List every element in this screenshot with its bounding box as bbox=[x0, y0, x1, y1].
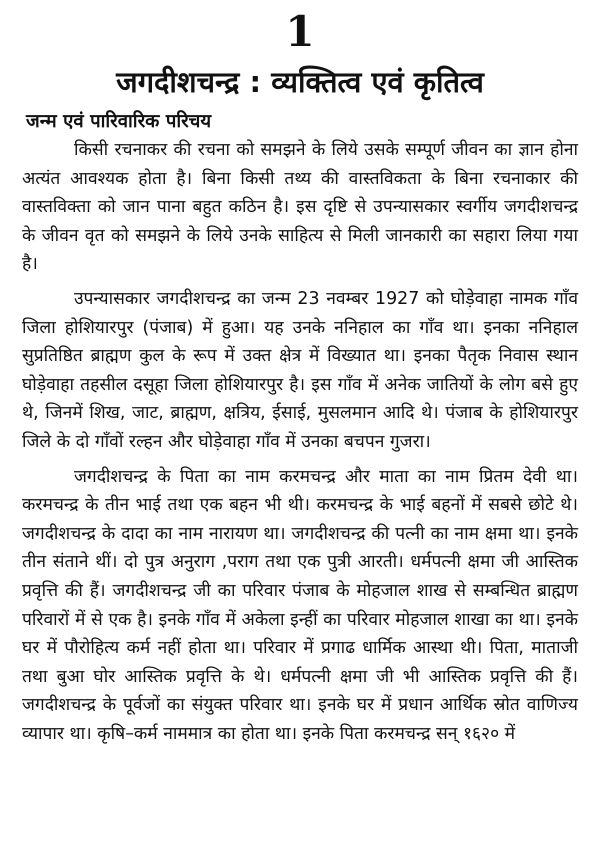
chapter-title: जगदीशचन्द्र : व्यक्तित्व एवं कृतित्व bbox=[116, 65, 484, 99]
body-paragraph: उपन्यासकार जगदीशचन्द्र का जन्म 23 नवम्बर 1927 को घोड़ेवाहा नामक गाँव जिला होशियारपुर (पंजाब) में हुआ। यह उनके ननिहाल का गाँव था। इनका ननिहाल सुप्रतिष्ठित ब्राह्मण कुल के रूप में उक्त क्षेत्र में विख्यात था। इनका पैतृक निवास स्थान घोड़ेवाहा तहसील दसूहा जिला होशियारपुर है। इस गाँव में अनेक जातियों के लोग बसे हुए थे, जिनमें शिख, जाट, ब्राह्मण, क्षत्रिय, ईसाई, मुसलमान आदि थे। पंजाब के होशियारपुर जिले के दो गाँवों रल्हन और घोड़ेवाहा गाँव में उनका बचपन गुजरा। bbox=[22, 288, 578, 452]
body-paragraph: किसी रचनाकर की रचना को समझने के लिये उसके सम्पूर्ण जीवन का ज्ञान होना अत्यंत आवश्यक होता है। बिना किसी तथ्य की वास्तविकता के बिना रचनाकार की वास्तविक्ता को जान पाना बहुत कठिन है। इस दृष्टि से उपन्यासकार स्वर्गीय जगदीशचन्द्र के जीवन वृत को समझने के लिये उनके साहित्य से मिली जानकारी का सहारा लिया गया है। bbox=[22, 140, 578, 275]
section-heading: जन्म एवं पारिवारिक परिचय bbox=[26, 111, 212, 132]
chapter-number: 1 bbox=[285, 7, 315, 56]
body-paragraph: जगदीशचन्द्र के पिता का नाम करमचन्द्र और माता का नाम प्रितम देवी था। करमचन्द्र के तीन भाई तथा एक बहन भी थी। करमचन्द्र के भाई बहनों में सबसे छोटे थे। जगदीशचन्द्र के दादा का नाम नारायण था। जगदीशचन्द्र की पत्नी का नाम क्षमा था। इनके तीन संताने थीं। दो पुत्र अनुराग ,पराग तथा एक पुत्री आरती। धर्मपत्नी क्षमा जी आस्तिक प्रवृत्ति की हैं। जगदीशचन्द्र जी का परिवार पंजाब के मोहजाल शाख से सम्बन्धित ब्राह्मण परिवारों में से एक है। इनके गाँव में अकेला इन्हीं का परिवार मोहजाल शाखा का था। इनके घर में पौरोहित्य कर्म नहीं होता था। परिवार में प्रगाढ धार्मिक आस्था थी। पिता, माताजी तथा बुआ घोर आस्तिक प्रवृत्ति के थे। धर्मपत्नी क्षमा जी भी आस्तिक प्रवृत्ति की हैं। जगदीशचन्द्र के पूर्वजों का संयुक्त परिवार था। इनके घर में प्रधान आर्थिक स्रोत वाणिज्य व्यापार था। कृषि–कर्म नाममात्र का होता था। इनके पिता करमचन्द्र सन् १६२० में bbox=[22, 466, 578, 744]
